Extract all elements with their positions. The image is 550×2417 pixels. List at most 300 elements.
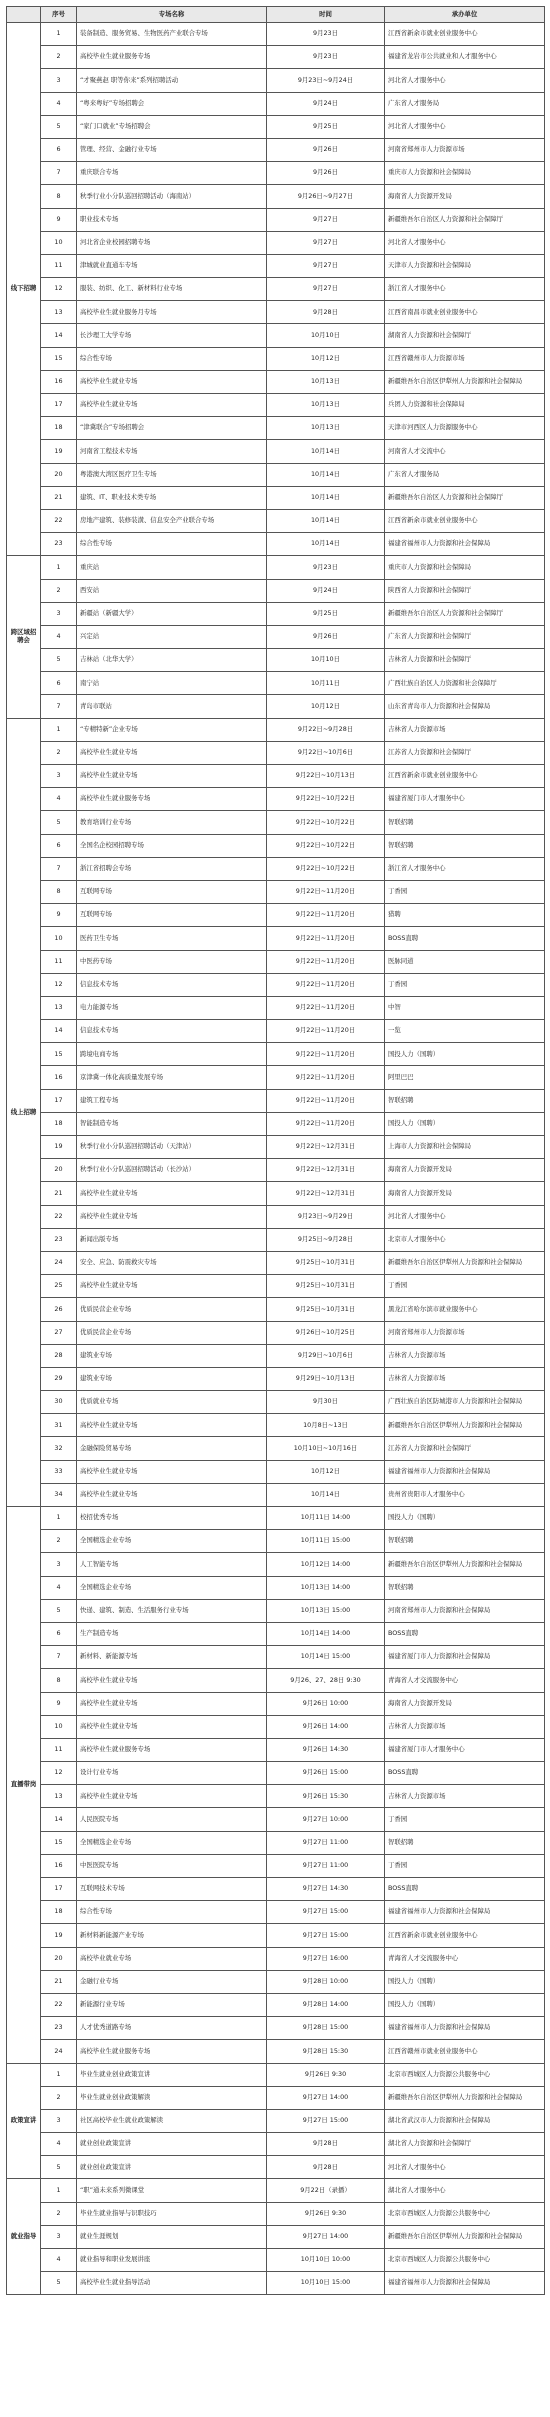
table-row [7,1599,545,1622]
row-number: 4 [41,1576,77,1599]
row-name: 高校毕业生就业专场 [77,1669,267,1692]
row-time: 9月27日 14:00 [267,2086,385,2109]
table-row [7,2202,545,2225]
row-host: 广东省人力资源和社会保障厅 [385,625,545,648]
row-name: 全国精选企业专场 [77,1576,267,1599]
row-number: 7 [41,1646,77,1669]
row-time: 9月24日 [267,579,385,602]
section-category: 线下招聘 [7,23,41,556]
row-name: 秋季行业小分队巡回招聘活动（天津站） [77,1136,267,1159]
row-host: 青海省人才交流服务中心 [385,1947,545,1970]
row-name: 重庆站 [77,556,267,579]
table-row [7,162,545,185]
row-number: 5 [41,115,77,138]
row-host: 新疆维吾尔自治区伊犁州人力资源和社会保障局 [385,1553,545,1576]
table-row [7,2109,545,2132]
row-number: 6 [41,138,77,161]
table-row [7,927,545,950]
row-host: 新疆维吾尔自治区伊犁州人力资源和社会保障局 [385,1251,545,1274]
row-name: 重庆联合专场 [77,162,267,185]
row-time: 9月26日 14:00 [267,1715,385,1738]
row-host: 新疆维吾尔自治区伊犁州人力资源和社会保障局 [385,1414,545,1437]
row-time: 10月14日 [267,509,385,532]
table-row [7,115,545,138]
row-time: 9月28日 10:00 [267,1970,385,1993]
row-host: 福建省龙岩市公共就业和人才服务中心 [385,46,545,69]
table-row [7,1831,545,1854]
row-name: 新材料新能源产业专场 [77,1924,267,1947]
row-name: 高校毕业生就业服务专场 [77,788,267,811]
row-time: 10月14日 [267,1483,385,1506]
row-name: 河北省企业校园招聘专场 [77,231,267,254]
row-number: 7 [41,857,77,880]
table-row [7,1228,545,1251]
row-name: 服装、纺织、化工、新材料行业专场 [77,278,267,301]
row-host: 江西省赣州市人力资源市场 [385,347,545,370]
row-name: 高校毕业生就业专场 [77,1715,267,1738]
row-name: 高校毕业就业专场 [77,1947,267,1970]
row-name: 互联网专场 [77,880,267,903]
row-name: “才聚燕赵 职等你来”系列招聘活动 [77,69,267,92]
row-number: 7 [41,695,77,718]
row-number: 6 [41,672,77,695]
row-time: 10月12日 [267,1460,385,1483]
row-number: 1 [41,2063,77,2086]
table-row [7,1275,545,1298]
row-host: 国投人力（国聘） [385,1993,545,2016]
row-time: 9月27日 [267,231,385,254]
row-number: 6 [41,834,77,857]
row-number: 24 [41,1251,77,1274]
row-name: 高校毕业生就业专场 [77,1275,267,1298]
row-time: 9月27日 15:00 [267,1901,385,1924]
row-number: 5 [41,649,77,672]
row-name: “专精特新”企业专场 [77,718,267,741]
table-row [7,1785,545,1808]
row-name: 毕业生就业创业政策解读 [77,2086,267,2109]
row-number: 4 [41,788,77,811]
row-number: 19 [41,1136,77,1159]
row-time: 9月25日~10月31日 [267,1298,385,1321]
row-time: 9月28日 14:00 [267,1993,385,2016]
row-time: 9月29日~10月13日 [267,1367,385,1390]
row-host: 河南省郑州市人力资源市场 [385,138,545,161]
row-number: 4 [41,2249,77,2272]
row-time: 9月26、27、28日 9:30 [267,1669,385,1692]
row-number: 7 [41,162,77,185]
row-name: 建筑工程专场 [77,1089,267,1112]
row-name: “津冀联合”专场招聘会 [77,417,267,440]
row-number: 17 [41,1089,77,1112]
table-row [7,1136,545,1159]
row-time: 9月22日~11月20日 [267,880,385,903]
table-row [7,811,545,834]
row-number: 19 [41,1924,77,1947]
row-name: 职业技术专场 [77,208,267,231]
header-no: 序号 [41,7,77,23]
row-name: 综合性专场 [77,533,267,556]
row-number: 1 [41,2179,77,2202]
row-host: 福建省福州市人力资源和社会保障局 [385,533,545,556]
table-row [7,92,545,115]
row-number: 31 [41,1414,77,1437]
row-host: 吉林省人力资源市场 [385,1785,545,1808]
table-row [7,1066,545,1089]
row-name: 高校毕业生就业服务月专场 [77,301,267,324]
row-host: 北京市人才服务中心 [385,1228,545,1251]
row-number: 25 [41,1275,77,1298]
table-row [7,1391,545,1414]
row-name: 金融保险贸易专场 [77,1437,267,1460]
row-name: “粤来粤好”专场招聘会 [77,92,267,115]
table-row [7,23,545,46]
row-time: 9月26日 [267,138,385,161]
table-row [7,1715,545,1738]
row-time: 10月14日 [267,463,385,486]
row-name: 就业创业政策宣讲 [77,2133,267,2156]
table-row [7,1576,545,1599]
table-row [7,741,545,764]
row-host: 吉林省人力资源市场 [385,1344,545,1367]
row-host: 吉林省人力资源和社会保障厅 [385,649,545,672]
row-name: 信息技术专场 [77,973,267,996]
table-row [7,1460,545,1483]
row-time: 9月23日 [267,556,385,579]
table-row [7,1970,545,1993]
table-row [7,2272,545,2295]
row-name: 全国精选企业专场 [77,1530,267,1553]
row-name: 高校毕业生就业专场 [77,765,267,788]
row-number: 3 [41,765,77,788]
row-time: 9月26日 [267,625,385,648]
row-host: 智联招聘 [385,1831,545,1854]
table-row [7,185,545,208]
row-host: 江西省南昌市就业创业服务中心 [385,301,545,324]
table-row [7,394,545,417]
row-time: 10月13日 14:00 [267,1576,385,1599]
row-number: 20 [41,1159,77,1182]
row-time: 9月26日 9:30 [267,2063,385,2086]
row-number: 13 [41,996,77,1019]
row-host: 新疆维吾尔自治区伊犁州人力资源和社会保障局 [385,370,545,393]
row-name: 优质民营企业专场 [77,1298,267,1321]
row-number: 21 [41,1182,77,1205]
row-time: 9月24日 [267,92,385,115]
row-host: 海南省人力资源开发局 [385,1182,545,1205]
row-time: 9月27日 10:00 [267,1808,385,1831]
row-name: 社区高校毕业生就业政策解读 [77,2109,267,2132]
row-number: 32 [41,1437,77,1460]
row-name: 高校毕业生就业指导活动 [77,2272,267,2295]
table-row [7,1669,545,1692]
row-host: 新疆维吾尔自治区伊犁州人力资源和社会保障局 [385,2086,545,2109]
row-number: 13 [41,301,77,324]
row-host: 河北省人才服务中心 [385,115,545,138]
table-row [7,533,545,556]
table-row [7,46,545,69]
row-time: 10月10日~10月16日 [267,1437,385,1460]
row-number: 12 [41,973,77,996]
table-row [7,1947,545,1970]
row-host: 丁香园 [385,1275,545,1298]
row-name: 高校毕业生就业服务专场 [77,46,267,69]
row-name: 南宁站 [77,672,267,695]
table-row [7,1298,545,1321]
table-row [7,649,545,672]
row-number: 4 [41,2133,77,2156]
row-number: 22 [41,1993,77,2016]
row-host: 重庆市人力资源和社会保障局 [385,162,545,185]
row-host: 海南省人力资源开发局 [385,1159,545,1182]
row-name: 管理、经营、金融行业专场 [77,138,267,161]
row-host: 智联招聘 [385,1576,545,1599]
row-time: 9月27日 [267,254,385,277]
row-name: 互联网技术专场 [77,1878,267,1901]
row-number: 27 [41,1321,77,1344]
row-number: 8 [41,185,77,208]
row-name: 秋季行业小分队巡回招聘活动（海南站） [77,185,267,208]
row-name: 高校毕业生就业专场 [77,741,267,764]
row-number: 8 [41,1669,77,1692]
row-time: 9月23日 [267,23,385,46]
row-host: 智联招聘 [385,834,545,857]
row-number: 1 [41,1507,77,1530]
row-number: 10 [41,927,77,950]
table-row [7,1414,545,1437]
table-row [7,1112,545,1135]
row-host: 猎聘 [385,904,545,927]
row-time: 9月25日~10月31日 [267,1251,385,1274]
row-time: 9月22日~9月28日 [267,718,385,741]
row-time: 9月22日~11月20日 [267,1112,385,1135]
row-number: 16 [41,370,77,393]
row-host: 新疆维吾尔自治区人力资源和社会保障厅 [385,208,545,231]
row-name: 就业创业政策宣讲 [77,2156,267,2179]
row-name: 兴定站 [77,625,267,648]
row-time: 9月25日 [267,115,385,138]
row-name: 河南省工程技术专场 [77,440,267,463]
section-category: 就业指导 [7,2179,41,2295]
row-name: 浙江省招聘会专场 [77,857,267,880]
row-name: 高校毕业生就业服务专场 [77,2040,267,2063]
row-name: 建筑业专场 [77,1344,267,1367]
row-host: 天津市人力资源和社会保障局 [385,254,545,277]
table-row [7,2133,545,2156]
row-time: 9月25日~9月28日 [267,1228,385,1251]
row-time: 10月8日~13日 [267,1414,385,1437]
row-time: 9月22日~12月31日 [267,1136,385,1159]
row-name: 综合性专场 [77,347,267,370]
row-host: 河北省人才服务中心 [385,1205,545,1228]
row-number: 4 [41,625,77,648]
row-number: 11 [41,1738,77,1761]
row-number: 18 [41,1901,77,1924]
row-number: 11 [41,950,77,973]
row-time: 10月12日 14:00 [267,1553,385,1576]
row-time: 9月26日 9:30 [267,2202,385,2225]
row-name: 高校毕业生就业专场 [77,1483,267,1506]
row-host: 福建省厦门市人才服务中心 [385,1738,545,1761]
table-row [7,672,545,695]
row-time: 9月27日 15:00 [267,2109,385,2132]
row-number: 34 [41,1483,77,1506]
row-host: 山东省青岛市人力资源和社会保障局 [385,695,545,718]
row-host: 湖北省人才服务中心 [385,2179,545,2202]
row-name: 高校毕业生就业专场 [77,1182,267,1205]
row-name: 金融行业专场 [77,1970,267,1993]
row-host: 上海市人力资源和社会保障局 [385,1136,545,1159]
table-row [7,880,545,903]
row-host: 北京市西城区人力资源公共服务中心 [385,2063,545,2086]
row-host: 重庆市人力资源和社会保障局 [385,556,545,579]
table-row [7,2156,545,2179]
table-row [7,138,545,161]
row-host: 丁香园 [385,1808,545,1831]
row-host: 江西省新余市就业创业服务中心 [385,509,545,532]
table-row [7,1553,545,1576]
row-name: 就业指导和职业发展讲座 [77,2249,267,2272]
row-name: 新疆站（新疆大学） [77,602,267,625]
table-row [7,602,545,625]
row-time: 9月22日~10月6日 [267,741,385,764]
row-host: 丁香园 [385,880,545,903]
row-host: BOSS直聘 [385,1762,545,1785]
row-number: 11 [41,254,77,277]
row-time: 9月28日 15:00 [267,2017,385,2040]
table-row [7,1507,545,1530]
row-number: 9 [41,208,77,231]
row-time: 9月28日 [267,2156,385,2179]
row-number: 2 [41,579,77,602]
row-number: 33 [41,1460,77,1483]
table-row [7,2063,545,2086]
row-name: 吉林站（北华大学） [77,649,267,672]
table-body [7,23,545,2295]
row-time: 9月22日~10月13日 [267,765,385,788]
row-time: 9月29日~10月6日 [267,1344,385,1367]
row-host: 中智 [385,996,545,1019]
row-name: 建筑业专场 [77,1367,267,1390]
row-name: 就业生涯规划 [77,2225,267,2248]
table-row [7,788,545,811]
row-time: 10月13日 15:00 [267,1599,385,1622]
row-number: 13 [41,1785,77,1808]
row-time: 9月26日 15:30 [267,1785,385,1808]
row-time: 10月13日 [267,394,385,417]
row-number: 17 [41,1878,77,1901]
row-number: 15 [41,1831,77,1854]
row-time: 9月27日 14:30 [267,1878,385,1901]
row-host: 智联招聘 [385,811,545,834]
row-time: 9月27日 16:00 [267,1947,385,1970]
row-name: “家门口就业”专场招聘会 [77,115,267,138]
row-host: 广东省人才服务局 [385,92,545,115]
row-name: 高校毕业生就业专场 [77,1692,267,1715]
row-host: 智联招聘 [385,1530,545,1553]
row-name: 信息技术专场 [77,1020,267,1043]
row-host: 广西壮族自治区人力资源和社会保障厅 [385,672,545,695]
row-host: 福建省厦门市人才服务中心 [385,788,545,811]
table-row [7,1043,545,1066]
row-host: 河北省人才服务中心 [385,2156,545,2179]
row-number: 4 [41,92,77,115]
row-host: 医脉同道 [385,950,545,973]
row-time: 9月27日 11:00 [267,1831,385,1854]
row-time: 9月28日 [267,301,385,324]
row-host: 北京市西城区人力资源公共服务中心 [385,2202,545,2225]
row-host: 新疆维吾尔自治区伊犁州人力资源和社会保障局 [385,2225,545,2248]
row-time: 10月11日 [267,672,385,695]
row-name: 毕业生就业指导与识职技巧 [77,2202,267,2225]
row-number: 3 [41,602,77,625]
row-name: 智能制造专场 [77,1112,267,1135]
row-time: 9月22日~11月20日 [267,904,385,927]
table-row [7,370,545,393]
row-time: 9月22日~11月20日 [267,1089,385,1112]
row-name: 西安站 [77,579,267,602]
row-time: 9月22日~11月20日 [267,927,385,950]
row-name: 粤港澳大湾区医疗卫生专场 [77,463,267,486]
row-time: 9月27日 [267,278,385,301]
row-host: 福建省厦门市人力资源和社会保障局 [385,1646,545,1669]
table-row [7,509,545,532]
row-time: 9月22日（录播） [267,2179,385,2202]
row-name: 教育培训行业专场 [77,811,267,834]
table-row [7,278,545,301]
row-name: 校招优秀专场 [77,1507,267,1530]
table-row [7,1020,545,1043]
section-category: 线上招聘 [7,718,41,1506]
row-host: 江西省赣州市就业创业服务中心 [385,2040,545,2063]
row-time: 9月26日~9月27日 [267,185,385,208]
row-number: 5 [41,2156,77,2179]
row-time: 10月10日 10:00 [267,2249,385,2272]
row-host: 福建省福州市人力资源和社会保障局 [385,1901,545,1924]
row-host: 国投人力（国聘） [385,1112,545,1135]
table-row [7,324,545,347]
row-time: 9月26日~10月25日 [267,1321,385,1344]
table-row [7,1089,545,1112]
row-name: 全国名企校园招聘专场 [77,834,267,857]
row-host: 吉林省人力资源市场 [385,718,545,741]
row-time: 9月26日 15:00 [267,1762,385,1785]
table-row [7,1182,545,1205]
row-number: 1 [41,23,77,46]
row-time: 9月22日~10月22日 [267,834,385,857]
row-time: 9月27日 14:00 [267,2225,385,2248]
row-name: 高校毕业生就业专场 [77,1785,267,1808]
row-time: 9月22日~11月20日 [267,950,385,973]
section-category: 直播带岗 [7,1507,41,2064]
row-number: 21 [41,1970,77,1993]
table-row [7,1854,545,1877]
table-row [7,2249,545,2272]
row-number: 18 [41,417,77,440]
row-name: 设计行业专场 [77,1762,267,1785]
row-time: 10月13日 [267,370,385,393]
row-name: 人民医院专场 [77,1808,267,1831]
row-number: 9 [41,904,77,927]
row-number: 12 [41,1762,77,1785]
row-time: 10月14日 15:00 [267,1646,385,1669]
row-time: 10月10日 [267,324,385,347]
row-number: 12 [41,278,77,301]
row-time: 9月22日~11月20日 [267,1043,385,1066]
row-name: 医药卫生专场 [77,927,267,950]
row-name: 秋季行业小分队巡回招聘活动（长沙站） [77,1159,267,1182]
table-row [7,996,545,1019]
row-host: 浙江省人才服务中心 [385,278,545,301]
